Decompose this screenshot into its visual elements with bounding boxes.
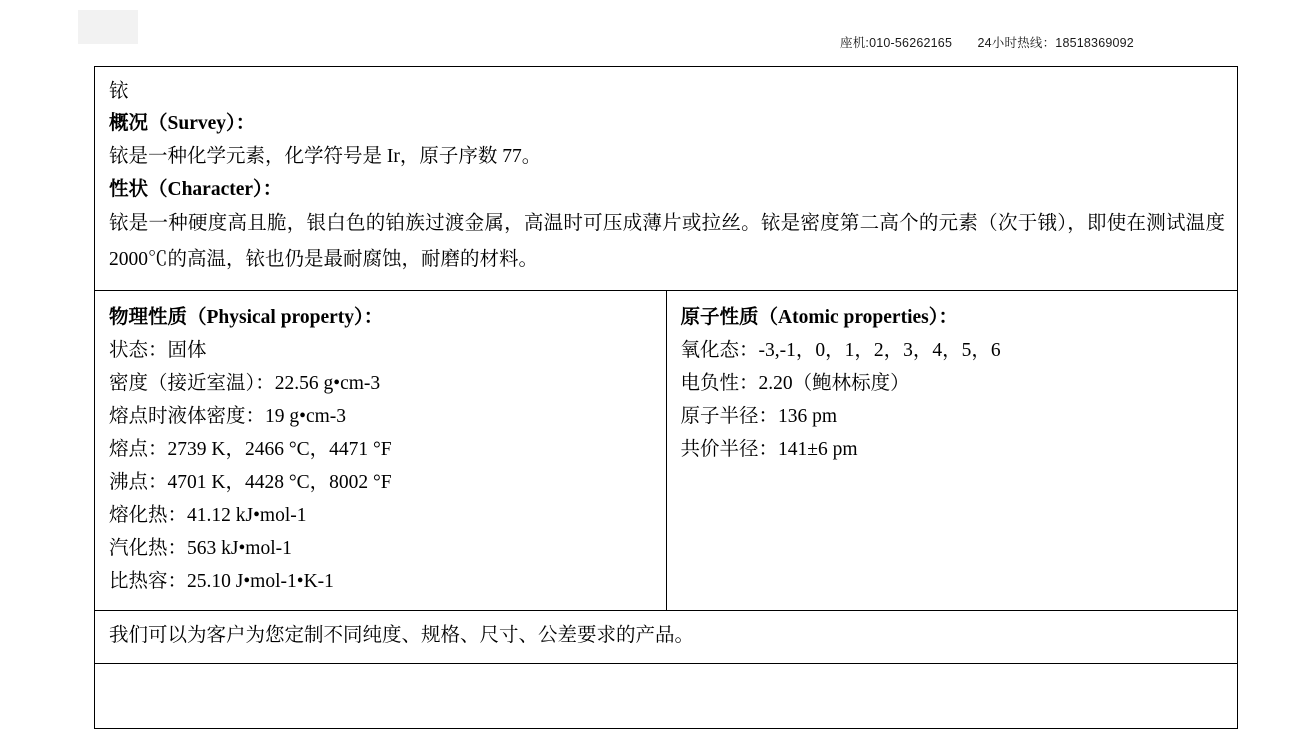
physical-heading: 物理性质（Physical property）： bbox=[109, 307, 384, 328]
physical-row: 比热容：25.10 J•mol-1•K-1 bbox=[109, 571, 334, 592]
atomic-row: 氧化态：-3,-1，0，1，2，3，4，5，6 bbox=[680, 340, 1001, 361]
table-row-footer-note bbox=[95, 611, 1238, 664]
footer-note-cell bbox=[95, 611, 1238, 664]
survey-heading: 概况（Survey）： bbox=[109, 113, 256, 134]
phone-label: 座机:010-56262165 bbox=[840, 36, 953, 50]
physical-row: 熔点时液体密度：19 g•cm-3 bbox=[109, 406, 347, 427]
character-text: 铱是一种硬度高且脆，银白色的铂族过渡金属，高温时可压成薄片或拉丝。铱是密度第二高个的元素（次于锇），即使在测试温度 2000℃的高温，铱也仍是最耐腐蚀，耐磨的材料。 bbox=[109, 213, 1225, 270]
atomic-property-cell bbox=[666, 291, 1238, 611]
element-info-table bbox=[94, 66, 1238, 729]
physical-row: 沸点：4701 K，4428 °C，8002 °F bbox=[109, 472, 392, 493]
physical-property-cell bbox=[95, 291, 667, 611]
element-name: 铱 bbox=[109, 81, 129, 102]
atomic-row: 电负性：2.20（鲍林标度） bbox=[680, 373, 910, 394]
overview-cell bbox=[95, 67, 1238, 291]
blank-cell bbox=[95, 664, 1238, 729]
physical-row: 密度（接近室温）：22.56 g•cm-3 bbox=[109, 373, 381, 394]
table-row-overview bbox=[95, 67, 1238, 291]
atomic-row: 原子半径：136 pm bbox=[680, 406, 838, 427]
physical-row: 状态：固体 bbox=[109, 340, 207, 361]
atomic-row: 共价半径：141±6 pm bbox=[680, 439, 858, 460]
survey-text: 铱是一种化学元素，化学符号是 Ir，原子序数 77。 bbox=[109, 146, 542, 167]
physical-row: 汽化热：563 kJ•mol-1 bbox=[109, 538, 292, 559]
logo-placeholder bbox=[78, 10, 138, 44]
atomic-heading: 原子性质（Atomic properties）： bbox=[680, 307, 958, 328]
hotline-label: 24小时热线：18518369092 bbox=[977, 36, 1134, 50]
header-contact-info bbox=[840, 33, 1134, 51]
footer-note: 我们可以为客户为您定制不同纯度、规格、尺寸、公差要求的产品。 bbox=[109, 625, 695, 646]
table-row-blank bbox=[95, 664, 1238, 729]
physical-row: 熔化热：41.12 kJ•mol-1 bbox=[109, 505, 307, 526]
character-heading: 性状（Character）： bbox=[109, 179, 283, 200]
table-row-properties bbox=[95, 291, 1238, 611]
physical-row: 熔点：2739 K，2466 °C，4471 °F bbox=[109, 439, 392, 460]
